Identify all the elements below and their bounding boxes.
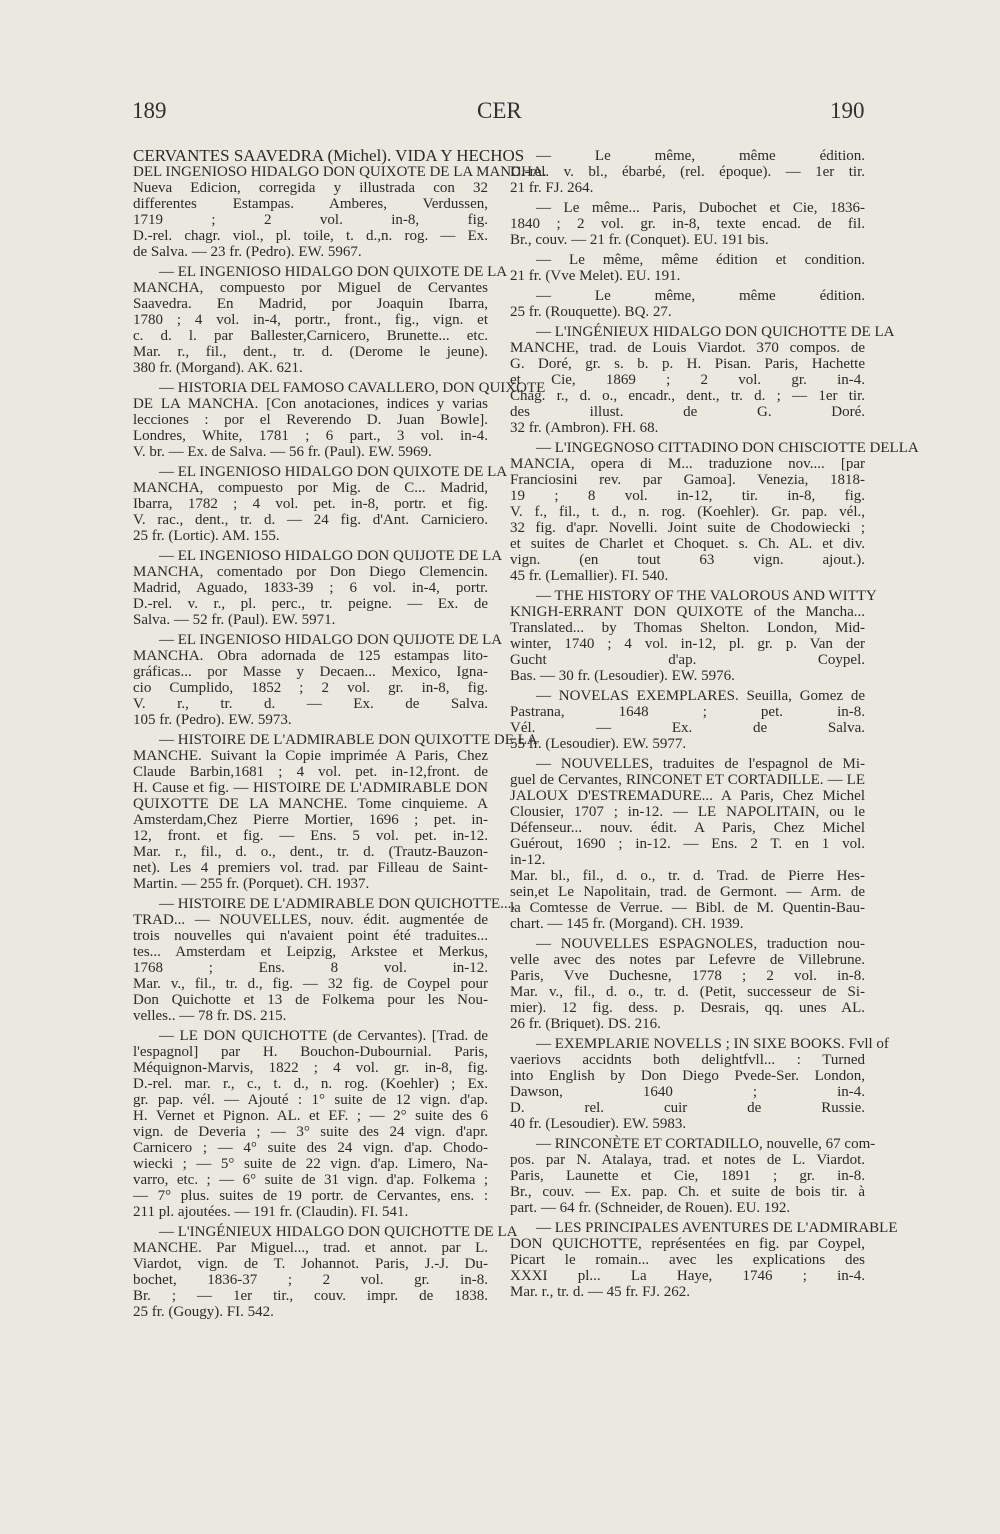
entry-line: winter, 1740 ; 4 vol. in-12, pl. gr. p. Van der bbox=[510, 636, 865, 652]
entry-line: Saavedra. En Madrid, por Joaquin Ibarra, bbox=[133, 296, 488, 312]
running-head: CER bbox=[477, 98, 522, 123]
entry-line: MANCHA, compuesto por Mig. de C... Madrid, bbox=[133, 480, 488, 496]
catalogue-entry bbox=[133, 380, 546, 460]
entry-line: — EL INGENIOSO HIDALGO DON QUIJOTE DE LA bbox=[159, 548, 503, 564]
entry-line: JALOUX D'ESTREMADURE... A Paris, Chez Michel bbox=[510, 788, 865, 804]
entry-line: 1768 ; Ens. 8 vol. in-12. bbox=[133, 960, 488, 976]
catalogue-entry bbox=[133, 146, 547, 260]
entry-line: 1719 ; 2 vol. in-8, fig. bbox=[133, 212, 488, 228]
entry-line: — Le même, même édition. bbox=[536, 288, 865, 304]
entry-line: — L'INGÉNIEUX HIDALGO DON QUICHOTTE DE LA bbox=[159, 1224, 518, 1240]
entry-line: — HISTOIRE DE L'ADMIRABLE DON QUICHOTTE..., bbox=[159, 896, 516, 912]
entry-line: vign. (en tout 63 vign. ajout.). bbox=[510, 552, 865, 568]
catalogue-entry bbox=[510, 936, 865, 1032]
entry-line: 21 fr. FJ. 264. bbox=[510, 180, 594, 196]
entry-line: DE LA MANCHA. [Con anotaciones, indices y varias bbox=[133, 396, 488, 412]
entry-line: MANCHE, trad. de Louis Viardot. 370 compos. de bbox=[510, 340, 865, 356]
entry-line: V. br. — Ex. de Salva. — 56 fr. (Paul). EW. 5969. bbox=[133, 444, 432, 460]
entry-line: QUIXOTTE DE LA MANCHE. Tome cinquieme. A bbox=[133, 796, 488, 812]
catalogue-entry bbox=[510, 440, 919, 584]
entry-line: c. d. l. par Ballester,Carnicero, Brunette... etc. bbox=[133, 328, 488, 344]
entry-line: DON QUICHOTTE, représentées en fig. par Coypel, bbox=[510, 1236, 865, 1252]
entry-line: mier). 12 fig. dess. p. Desrais, qq. unes AL. bbox=[510, 1000, 865, 1016]
entry-line: l'espagnol] par H. Bouchon-Dubournial. Paris, bbox=[133, 1044, 488, 1060]
entry-line: 26 fr. (Briquet). DS. 216. bbox=[510, 1016, 661, 1032]
entry-line: Nueva Edicion, corregida y illustrada con 32 bbox=[133, 180, 488, 196]
entry-line: — LES PRINCIPALES AVENTURES DE L'ADMIRABLE bbox=[536, 1220, 898, 1236]
entry-line: Don Quichotte et 13 de Folkema pour les Nou- bbox=[133, 992, 488, 1008]
entry-line: — L'INGÉNIEUX HIDALGO DON QUICHOTTE DE LA bbox=[536, 324, 895, 340]
entry-line: Méquignon-Marvis, 1822 ; 4 vol. gr. in-8, fig. bbox=[133, 1060, 488, 1076]
entry-line: wiecki ; — 5° suite de 22 vign. d'ap. Limero, Na- bbox=[133, 1156, 488, 1172]
right-column bbox=[510, 148, 919, 1304]
entry-line: MANCIA, opera di M... traduzione nov.... [par bbox=[510, 456, 865, 472]
left-column bbox=[133, 146, 547, 1324]
entry-line: et Cie, 1869 ; 2 vol. gr. in-4. bbox=[510, 372, 865, 388]
catalogue-entry bbox=[133, 464, 508, 544]
catalogue-entry bbox=[510, 200, 865, 248]
catalogue-entry bbox=[510, 688, 865, 752]
entry-line: — NOUVELLES, traduites de l'espagnol de Mi- bbox=[536, 756, 865, 772]
catalogue-entry bbox=[510, 1136, 876, 1216]
entry-line: velles.. — 78 fr. DS. 215. bbox=[133, 1008, 287, 1024]
entry-line: — EXEMPLARIE NOVELLS ; IN SIXE BOOKS. Fvll of bbox=[536, 1036, 889, 1052]
entry-line: Vél. — Ex. de Salva. bbox=[510, 720, 865, 736]
entry-line: trois nouvelles qui n'avaient point été traduites... bbox=[133, 928, 488, 944]
entry-line: 55 fr. (Lesoudier). EW. 5977. bbox=[510, 736, 687, 752]
entry-line: Br. ; — 1er tir., couv. impr. de 1838. bbox=[133, 1288, 488, 1304]
entry-line: D. rel. cuir de Russie. bbox=[510, 1100, 865, 1116]
catalogue-entry bbox=[133, 896, 516, 1024]
entry-line: 21 fr. (Vve Melet). EU. 191. bbox=[510, 268, 681, 284]
entry-line: Chag. r., d. o., encadr., dent., tr. d. ; — 1er tir. bbox=[510, 388, 865, 404]
entry-line: TRAD... — NOUVELLES, nouv. édit. augmentée de bbox=[133, 912, 488, 928]
entry-line: 25 fr. (Gougy). FI. 542. bbox=[133, 1304, 274, 1320]
entry-line: Dawson, 1640 ; in-4. bbox=[510, 1084, 865, 1100]
entry-line: H. Cause et fig. — HISTOIRE DE L'ADMIRABLE DON bbox=[133, 780, 488, 796]
entry-line: sein,et Le Napolitain, trad. de Germont. — Arm. de bbox=[510, 884, 865, 900]
catalogue-entry bbox=[133, 1224, 518, 1320]
entry-line: MANCHA, comentado por Don Diego Clemencin. bbox=[133, 564, 488, 580]
entry-line: bochet, 1836-37 ; 2 vol. gr. in-8. bbox=[133, 1272, 488, 1288]
entry-line: D.-rel. v. bl., ébarbé, (rel. époque). — 1er tir. bbox=[510, 164, 865, 180]
entry-line: — THE HISTORY OF THE VALOROUS AND WITTY bbox=[536, 588, 877, 604]
entry-line: Mar. bl., fil., d. o., tr. d. Trad. de Pierre Hes- bbox=[510, 868, 865, 884]
entry-line: 40 fr. (Lesoudier). EW. 5983. bbox=[510, 1116, 687, 1132]
entry-line: Amsterdam,Chez Pierre Mortier, 1696 ; pet. in- bbox=[133, 812, 488, 828]
entry-line: V. f., fil., t. d., n. rog. (Koehler). Gr. pap. vél., bbox=[510, 504, 865, 520]
catalogue-entry bbox=[510, 588, 877, 684]
entry-line: et suites de Charlet et Choquet. s. Ch. AL. et div. bbox=[510, 536, 865, 552]
entry-line: Madrid, Aguado, 1833-39 ; 6 vol. in-4, portr. bbox=[133, 580, 488, 596]
entry-line: net). Les 4 premiers vol. trad. par Filleau de Saint- bbox=[133, 860, 488, 876]
entry-line: Paris, Launette et Cie, 1891 ; gr. in-8. bbox=[510, 1168, 865, 1184]
entry-line: 19 ; 8 vol. in-12, tir. in-8, fig. bbox=[510, 488, 865, 504]
entry-line: — HISTOIRE DE L'ADMIRABLE DON QUIXOTTE DE LA bbox=[159, 732, 538, 748]
entry-line: D.-rel. chagr. viol., pl. toile, t. d.,n. rog. — Ex. bbox=[133, 228, 488, 244]
entry-line: cio Cumplido, 1852 ; 2 vol. gr. in-8, fig. bbox=[133, 680, 488, 696]
entry-line: vign. de Deveria ; — 3° suite des 24 vign. d'apr. bbox=[133, 1124, 488, 1140]
entry-line: Picart le romain... avec les explications des bbox=[510, 1252, 865, 1268]
entry-line: D.-rel. v. r., pl. perc., tr. peigne. — Ex. de bbox=[133, 596, 488, 612]
entry-line: 45 fr. (Lemallier). FI. 540. bbox=[510, 568, 669, 584]
entry-line: V. rac., dent., tr. d. — 24 fig. d'Ant. Carniciero. bbox=[133, 512, 488, 528]
catalogue-entry bbox=[510, 1220, 898, 1300]
entry-line: 25 fr. (Lortic). AM. 155. bbox=[133, 528, 280, 544]
entry-line: Claude Barbin,1681 ; 4 vol. pet. in-12,front. de bbox=[133, 764, 488, 780]
catalogue-entry bbox=[510, 148, 865, 196]
entry-line: — EL INGENIOSO HIDALGO DON QUIXOTE DE LA bbox=[159, 464, 508, 480]
entry-line: — LE DON QUICHOTTE (de Cervantes). [Trad. de bbox=[159, 1028, 488, 1044]
catalogue-entry bbox=[510, 252, 865, 284]
entry-line: Martin. — 255 fr. (Porquet). CH. 1937. bbox=[133, 876, 370, 892]
entry-line: — NOVELAS EXEMPLARES. Seuilla, Gomez de bbox=[536, 688, 865, 704]
entry-line: Paris, Vve Duchesne, 1778 ; 2 vol. in-8. bbox=[510, 968, 865, 984]
entry-line: Br., couv. — Ex. pap. Ch. et suite de bois tir. à bbox=[510, 1184, 865, 1200]
entry-line: Londres, White, 1781 ; 6 part., 3 vol. in-4. bbox=[133, 428, 488, 444]
entry-line: lecciones : por el Reverendo D. Juan Bowle]. bbox=[133, 412, 488, 428]
entry-line: 32 fr. (Ambron). FH. 68. bbox=[510, 420, 659, 436]
catalogue-entry bbox=[510, 288, 865, 320]
entry-line: differentes Estampas. Amberes, Verdussen, bbox=[133, 196, 488, 212]
entry-line: — RINCONÈTE ET CORTADILLO, nouvelle, 67 com- bbox=[536, 1136, 876, 1152]
entry-line: Br., couv. — 21 fr. (Conquet). EU. 191 bis. bbox=[510, 232, 769, 248]
entry-line: — 7° plus. suites de 19 portr. de Cervantes, ens. : bbox=[133, 1188, 488, 1204]
entry-line: tes... Amsterdam et Leipzig, Arkstee et Merkus, bbox=[133, 944, 488, 960]
entry-line: part. — 64 fr. (Schneider, de Rouen). EU. 192. bbox=[510, 1200, 791, 1216]
entry-line: Bas. — 30 fr. (Lesoudier). EW. 5976. bbox=[510, 668, 735, 684]
entry-line: Mar. r., fil., dent., tr. d. (Derome le jeune). bbox=[133, 344, 488, 360]
entry-line: in-12. bbox=[510, 852, 546, 868]
entry-line: guel de Cervantes, RINCONET ET CORTADILLE. — LE bbox=[510, 772, 865, 788]
entry-line: vaeriovs accidnts both delightfvll... : Turned bbox=[510, 1052, 865, 1068]
entry-line: 105 fr. (Pedro). EW. 5973. bbox=[133, 712, 292, 728]
catalogue-entry bbox=[133, 632, 503, 728]
entry-line: Franciosini rev. par Gamoa]. Venezia, 1818- bbox=[510, 472, 865, 488]
entry-line: 1780 ; 4 vol. in-4, portr., front., fig., vign. et bbox=[133, 312, 488, 328]
entry-line: MANCHE. Suivant la Copie imprimée A Paris, Chez bbox=[133, 748, 488, 764]
entry-line: — EL INGENIOSO HIDALGO DON QUIXOTE DE LA bbox=[159, 264, 508, 280]
entry-line: G. Doré, gr. s. b. p. H. Pisan. Paris, Hachette bbox=[510, 356, 865, 372]
entry-line: de Salva. — 23 fr. (Pedro). EW. 5967. bbox=[133, 244, 362, 260]
entry-line: 1840 ; 2 vol. gr. in-8, texte encad. de fil. bbox=[510, 216, 865, 232]
entry-line: gr. pap. vél. — Ajouté : 1° suite de 12 vign. d'ap. bbox=[133, 1092, 488, 1108]
catalogue-entry bbox=[133, 264, 508, 376]
entry-line: Mar. r., fil., d. o., dent., tr. d. (Trautz-Bauzon- bbox=[133, 844, 488, 860]
entry-line: Mar. r., tr. d. — 45 fr. FJ. 262. bbox=[510, 1284, 691, 1300]
entry-line: CERVANTES SAAVEDRA (Michel). VIDA Y HECHOS bbox=[133, 146, 525, 165]
entry-line: — Le même, même édition et condition. bbox=[536, 252, 865, 268]
catalogue-entry bbox=[133, 548, 503, 628]
entry-line: 211 pl. ajoutées. — 191 fr. (Claudin). FI. 541. bbox=[133, 1204, 409, 1220]
entry-line: Pastrana, 1648 ; pet. in-8. bbox=[510, 704, 865, 720]
entry-line: Défenseur... nouv. édit. A Paris, Chez Michel bbox=[510, 820, 865, 836]
entry-line: des illust. de G. Doré. bbox=[510, 404, 865, 420]
entry-line: Mar. v., fil., tr. d., fig. — 32 fig. de Coypel pour bbox=[133, 976, 488, 992]
catalogue-entry bbox=[133, 1028, 488, 1220]
entry-line: la Comtesse de Verrue. — Bibl. de M. Quentin-Bau- bbox=[510, 900, 865, 916]
page-header bbox=[0, 98, 1000, 128]
entry-line: Clousier, 1707 ; in-12. — LE NAPOLITAIN, ou le bbox=[510, 804, 865, 820]
entry-line: velle avec des notes par Lefevre de Villebrune. bbox=[510, 952, 865, 968]
entry-line: — Le même, même édition. bbox=[536, 148, 865, 164]
entry-line: chart. — 145 fr. (Morgand). CH. 1939. bbox=[510, 916, 744, 932]
entry-line: XXXI pl... La Haye, 1746 ; in-4. bbox=[510, 1268, 865, 1284]
catalogue-entry bbox=[510, 324, 895, 436]
entry-line: gráficas... por Masse y Decaen... Mexico, Igna- bbox=[133, 664, 488, 680]
entry-line: pos. par N. Atalaya, trad. et notes de L. Viardot. bbox=[510, 1152, 865, 1168]
entry-line: Gucht d'ap. Coypel. bbox=[510, 652, 865, 668]
entry-line: MANCHE. Par Miguel..., trad. et annot. par L. bbox=[133, 1240, 488, 1256]
entry-line: MANCHA. Obra adornada de 125 estampas lito- bbox=[133, 648, 488, 664]
catalogue-entry bbox=[510, 1036, 889, 1132]
entry-line: 380 fr. (Morgand). AK. 621. bbox=[133, 360, 303, 376]
catalogue-entry bbox=[510, 756, 865, 932]
entry-line: Ibarra, 1782 ; 4 vol. pet. in-8, portr. et fig. bbox=[133, 496, 488, 512]
entry-line: V. r., tr. d. — Ex. de Salva. bbox=[133, 696, 488, 712]
entry-line: — HISTORIA DEL FAMOSO CAVALLERO, DON QUIXOTE bbox=[159, 380, 546, 396]
page-number-left: 189 bbox=[132, 98, 167, 123]
page-number-right: 190 bbox=[830, 98, 865, 123]
entry-line: — L'INGEGNOSO CITTADINO DON CHISCIOTTE DELLA bbox=[536, 440, 919, 456]
entry-line: — NOUVELLES ESPAGNOLES, traduction nou- bbox=[536, 936, 865, 952]
entry-line: MANCHA, compuesto por Miguel de Cervantes bbox=[133, 280, 488, 296]
entry-line: varro, etc. ; — 6° suite de 31 vign. d'ap. Folkema ; bbox=[133, 1172, 488, 1188]
entry-line: 12, front. et fig. — Ens. 5 vol. pet. in-12. bbox=[133, 828, 488, 844]
entry-line: H. Vernet et Pignon. AL. et EF. ; — 2° suite des 6 bbox=[133, 1108, 488, 1124]
entry-line: 32 fig. d'apr. Novelli. Joint suite de Chodowiecki ; bbox=[510, 520, 865, 536]
entry-line: — Le même... Paris, Dubochet et Cie, 1836- bbox=[536, 200, 865, 216]
entry-line: Translated... by Thomas Shelton. London, Mid- bbox=[510, 620, 865, 636]
entry-line: 25 fr. (Rouquette). BQ. 27. bbox=[510, 304, 672, 320]
entry-line: Viardot, vign. de T. Johannot. Paris, J.-J. Du- bbox=[133, 1256, 488, 1272]
entry-line: Guérout, 1690 ; in-12. — Ens. 2 T. en 1 vol. bbox=[510, 836, 865, 852]
entry-line: Mar. v., fil., d. o., tr. d. (Petit, successeur de Si- bbox=[510, 984, 865, 1000]
entry-line: DEL INGENIOSO HIDALGO DON QUIXOTE DE LA MANCHA. bbox=[133, 164, 547, 180]
entry-line: into English by Don Diego Pvede-Ser. London, bbox=[510, 1068, 865, 1084]
entry-line: Salva. — 52 fr. (Paul). EW. 5971. bbox=[133, 612, 336, 628]
catalogue-entry bbox=[133, 732, 538, 892]
entry-line: D.-rel. mar. r., c., t. d., n. rog. (Koehler) ; Ex. bbox=[133, 1076, 488, 1092]
entry-line: — EL INGENIOSO HIDALGO DON QUIJOTE DE LA bbox=[159, 632, 503, 648]
entry-line: Carnicero ; — 4° suite des 24 vign. d'ap. Chodo- bbox=[133, 1140, 488, 1156]
entry-line: KNIGH-ERRANT DON QUIXOTE of the Mancha... bbox=[510, 604, 865, 620]
